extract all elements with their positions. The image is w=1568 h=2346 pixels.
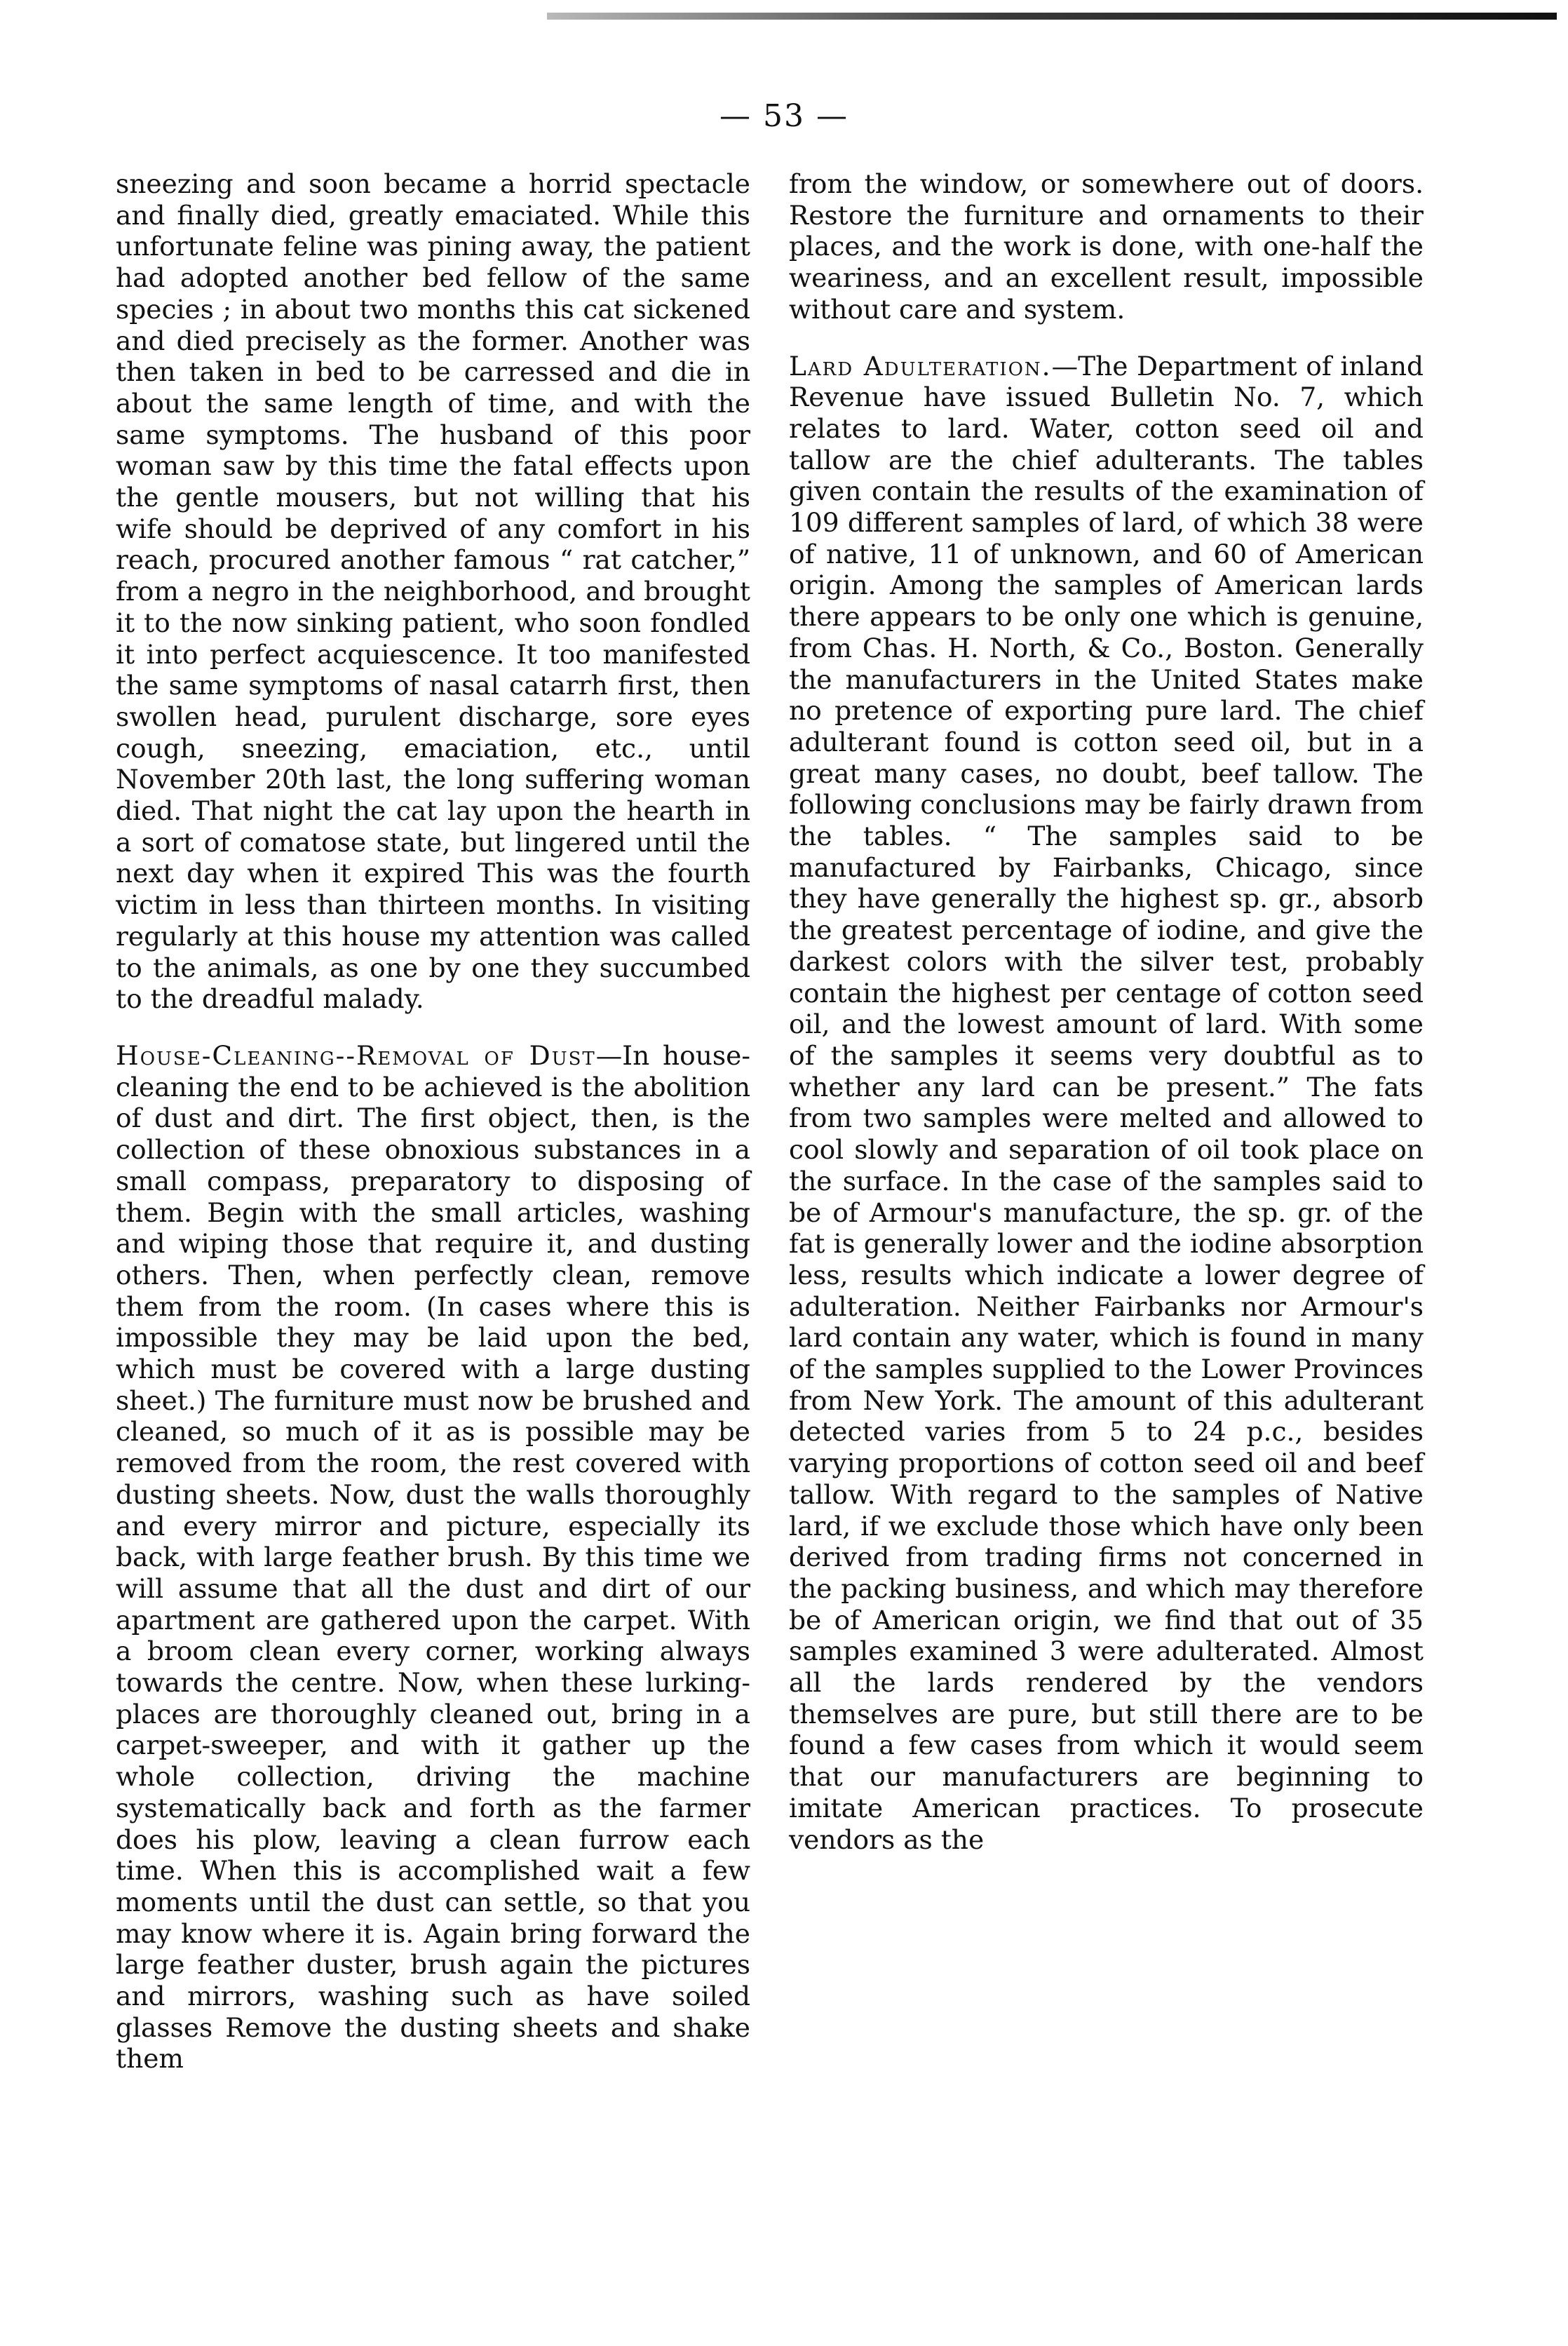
right-column xyxy=(789,168,1424,1855)
left-column xyxy=(116,168,750,2075)
house-cleaning-body: —In house-cleaning the end to be achieved is the abolition of dust and dirt. The first object, then, is the collection of these obnoxious substances in a small compass, preparatory to disposing of them. Begin with the small articles, washing and wiping those that require it, and dusting others. Then, when perfectly clean, remove them from the room. (In cases where this is impossible they may be laid upon the bed, which must be covered with a large dusting sheet.) The furniture must now be brushed and cleaned, so much of it as is possible may be removed from the room, the rest covered with dusting sheets. Now, dust the walls thoroughly and every mirror and picture, especially its back, with large feather brush. By this time we will assume that all the dust and dirt of our apartment are gathered upon the carpet. With a broom clean every corner, working always towards the centre. Now, when these lurking-places are thoroughly cleaned out, bring in a carpet-sweeper, and with it gather up the whole collection, driving the machine systematically back and forth as the farmer does his plow, leaving a clean furrow each time. When this is accomplished wait a few moments until the dust can settle, so that you may know where it is. Again bring forward the large feather duster, brush again the pictures and mirrors, washing such as have soiled glasses Remove the dusting sheets and shake them xyxy=(116,1039,750,2075)
page-number: — 53 — xyxy=(719,98,849,134)
right-paragraph-cleaning-end: from the window, or somewhere out of doors. Restore the furniture and ornaments to their places, and the work is done, with one-half the weariness, and an excellent result, impossible without care and system. xyxy=(789,168,1424,325)
section-heading-house-cleaning: House-Cleaning--Removal of Dust xyxy=(116,1039,596,1071)
top-rule xyxy=(547,13,1557,20)
left-paragraph-house-cleaning xyxy=(116,1040,750,2075)
right-paragraph-lard-adulteration xyxy=(789,351,1424,1856)
left-paragraph-cat-story: sneezing and soon became a horrid spectacle and finally died, greatly emaciated. While this unfortunate feline was pining away, the patient had adopted another bed fellow of the same species ; in about two months this cat sickened and died precisely as the former. Another was then taken in bed to be carressed and die in about the same length of time, and with the same symptoms. The husband of this poor woman saw by this time the fatal effects upon the gentle mousers, but not willing that his wife should be deprived of any comfort in his reach, procured another famous “ rat catcher,” from a negro in the neighborhood, and brought it to the now sinking patient, who soon fondled it into perfect acquiescence. It too manifested the same symptoms of nasal catarrh first, then swollen head, purulent discharge, sore eyes cough, sneezing, emaciation, etc., until November 20th last, the long suffering woman died. That night the cat lay upon the hearth in a sort of comatose state, but lingered until the next day when it expired This was the fourth victim in less than thirteen months. In visiting regularly at this house my attention was called to the animals, as one by one they succumbed to the dreadful malady. xyxy=(116,168,750,1015)
lard-adulteration-body: —The Department of inland Revenue have issued Bulletin No. 7, which relates to lard. Water, cotton seed oil and tallow are the chief adulterants. The tables given contain the results of the examination of 109 different samples of lard, of which 38 were of native, 11 of unknown, and 60 of American origin. Among the samples of American lards there appears to be only one which is genuine, from Chas. H. North, & Co., Boston. Generally the manufacturers in the United States make no pretence of exporting pure lard. The chief adulterant found is cotton seed oil, but in a great many cases, no doubt, beef tallow. The following conclusions may be fairly drawn from the tables. “ The samples said to be manufactured by Fairbanks, Chicago, since they have generally the highest sp. gr., absorb the greatest percentage of iodine, and give the darkest colors with the silver test, probably contain the highest per centage of cotton seed oil, and the lowest amount of lard. With some of the samples it seems very doubtful as to whether any lard can be present.” The fats from two samples were melted and allowed to cool slowly and separation of oil took place on the surface. In the case of the samples said to be of Armour's manufacture, the sp. gr. of the fat is generally lower and the iodine absorption less, results which indicate a lower degree of adulteration. Neither Fairbanks nor Armour's lard contain any water, which is found in many of the samples supplied to the Lower Provinces from New York. The amount of this adulterant detected varies from 5 to 24 p.c., besides varying proportions of cotton seed oil and beef tallow. With regard to the samples of Native lard, if we exclude those which have only been derived from trading firms not concerned in the packing business, and which may therefore be of American origin, we find that out of 35 samples examined 3 were adulterated. Almost all the lards rendered by the vendors themselves are pure, but still there are to be found a few cases from which it would seem that our manufacturers are beginning to imitate American practices. To prosecute vendors as the xyxy=(789,350,1424,1855)
section-heading-lard-adulteration: Lard Adulteration. xyxy=(789,350,1052,382)
